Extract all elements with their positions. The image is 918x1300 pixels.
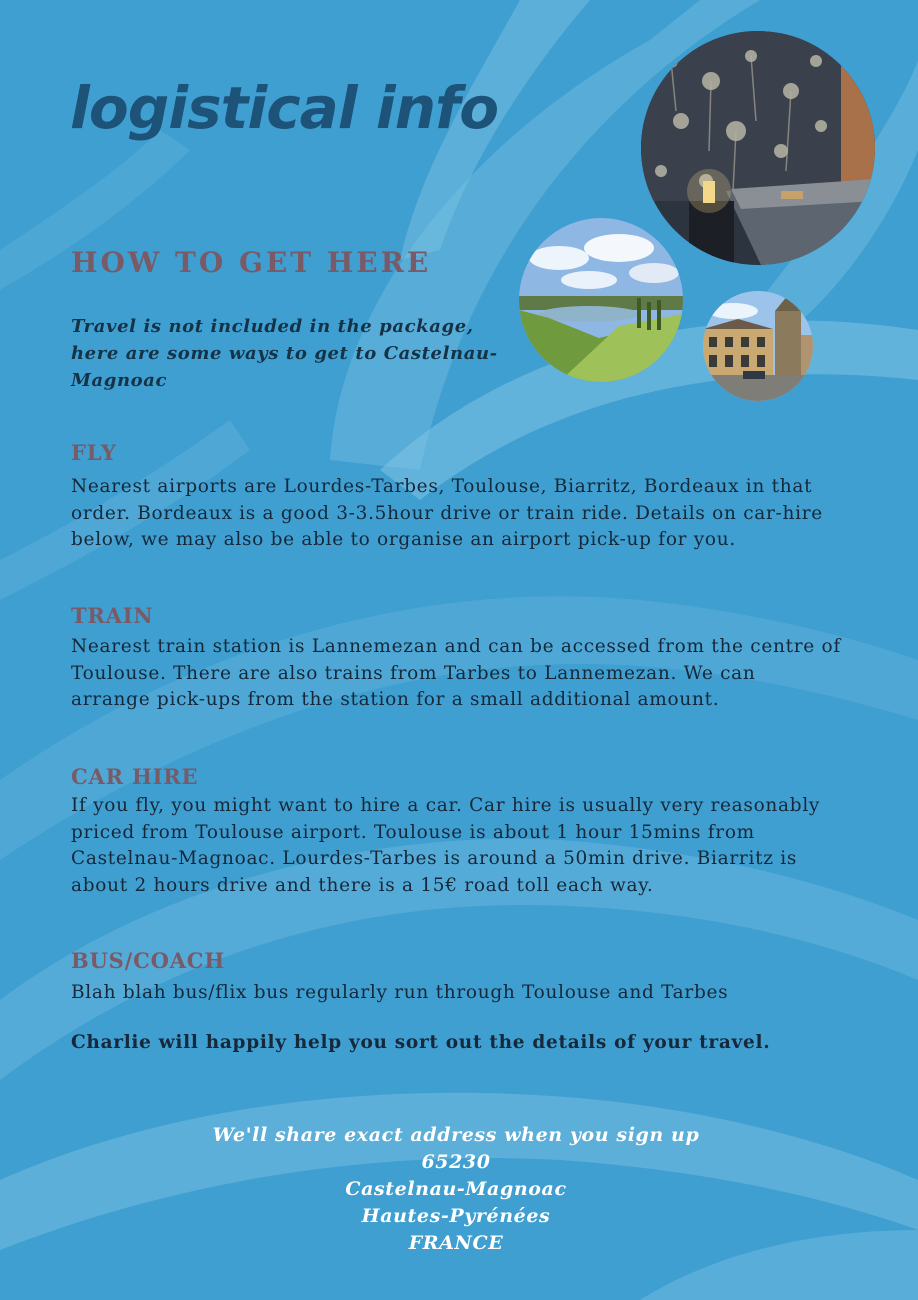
bus-coach-heading: BUS/COACH (71, 948, 225, 973)
address-postcode: 65230 (421, 1151, 491, 1173)
fly-heading: FLY (71, 440, 117, 465)
train-text: Nearest train station is Lannemezan and can be accessed from the centre of Toulouse. There are also trains from Tarbes to Lannemezan. We can arrange pick-ups from the station for a small additional amount. (71, 636, 841, 711)
car-hire-heading: CAR HIRE (71, 764, 199, 789)
address-region: Hautes-Pyrénées (361, 1205, 551, 1227)
bedroom-photo (641, 31, 875, 265)
car-hire-text: If you fly, you might want to hire a car. Car hire is usually very reasonably priced from Toulouse airport. Toulouse is about 1 hour 15mins from Castelnau-Magnoac. Lourdes-Tarbes is around a 50min drive. Biarritz is about 2 hours drive and there is a 15€ road toll each way. (71, 795, 821, 896)
address-country: FRANCE (408, 1232, 504, 1254)
how-to-get-here-heading: HOW TO GET HERE (71, 246, 432, 279)
fly-text: Nearest airports are Lourdes-Tarbes, Toulouse, Biarritz, Bordeaux in that order. Bordeaux is a good 3-3.5hour drive or train ride. Details on car-hire below, we may also be able to organise an airport pick-up for you. (71, 476, 823, 551)
closing-note: Charlie will happily help you sort out the details of your travel. (71, 1032, 771, 1053)
address-town: Castelnau-Magnoac (345, 1178, 567, 1200)
page-title: logistical info (70, 74, 499, 142)
lake-landscape-photo (519, 218, 683, 382)
travel-intro: Travel is not included in the package, here are some ways to get to Castelnau-Magnoac (71, 316, 498, 391)
village-photo (703, 291, 813, 401)
address-note: We'll share exact address when you sign up (212, 1124, 700, 1146)
train-heading: TRAIN (71, 603, 154, 628)
address-block (150, 1122, 762, 1257)
bus-coach-text: Blah blah bus/flix bus regularly run through Toulouse and Tarbes (71, 982, 729, 1003)
